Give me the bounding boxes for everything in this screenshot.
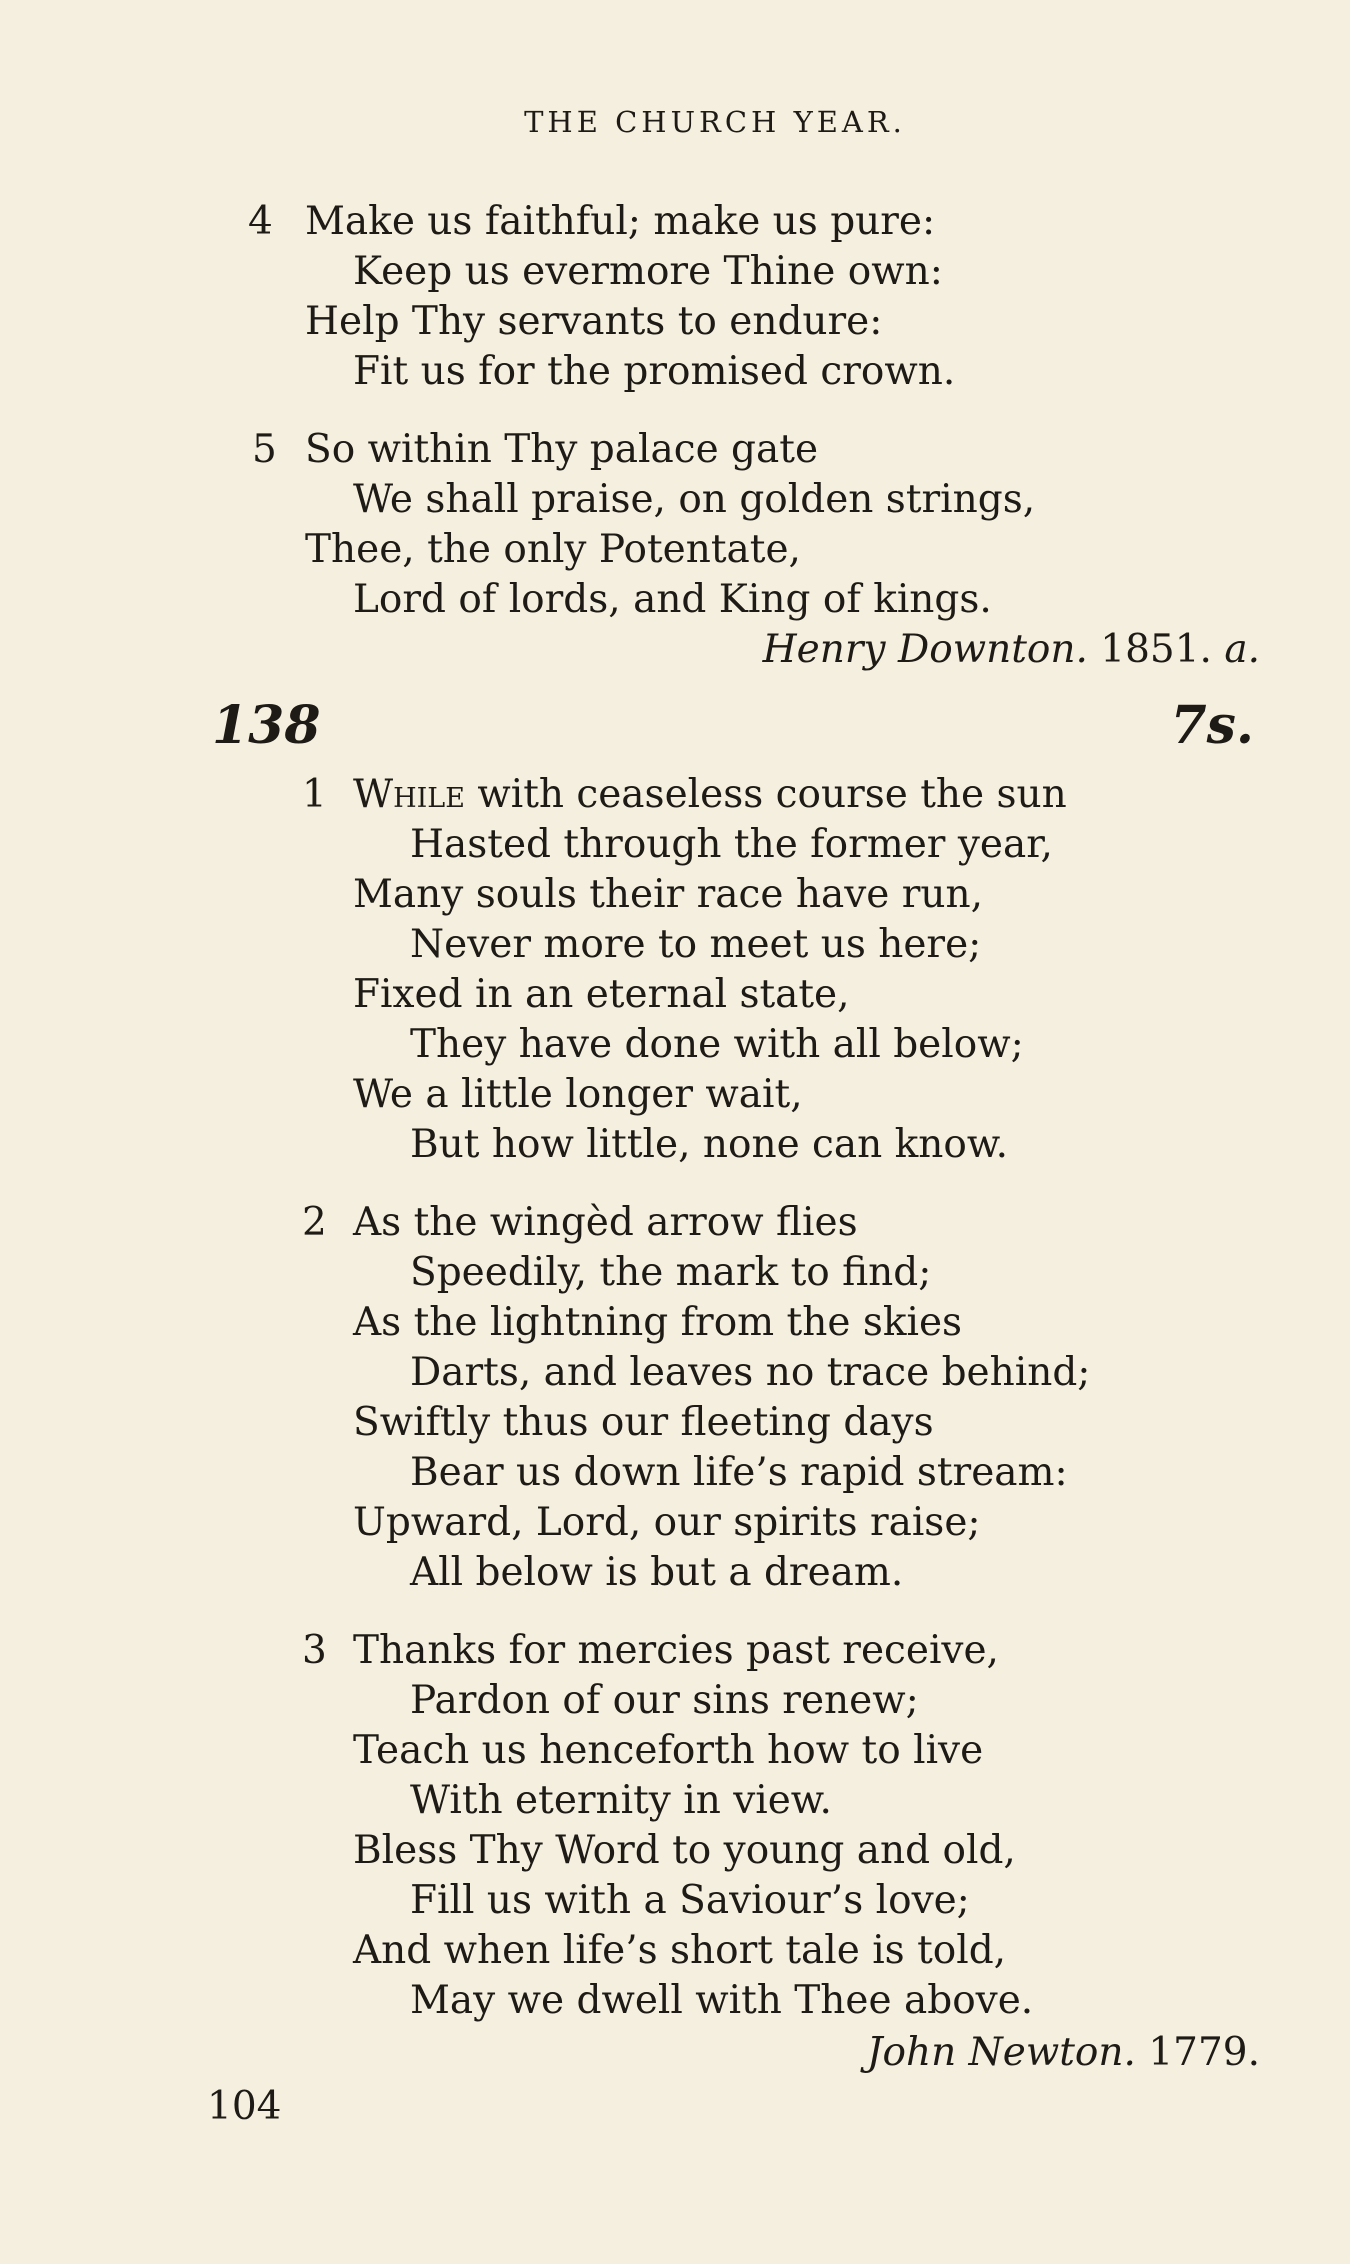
- verse-line: Speedily, the mark to find;: [410, 1250, 932, 1295]
- stanza-number: 1: [302, 772, 327, 817]
- verse-line: Never more to meet us here;: [410, 922, 982, 967]
- stanza-number: 5: [252, 427, 277, 472]
- verse-line: Upward, Lord, our spirits raise;: [353, 1500, 981, 1545]
- verse-line: Fill us with a Saviour’s love;: [410, 1878, 970, 1923]
- verse-line: We a little longer wait,: [353, 1072, 803, 1117]
- stanza-number: 2: [302, 1200, 327, 1245]
- verse-line: Fit us for the promised crown.: [353, 349, 956, 394]
- verse-line: Teach us henceforth how to live: [353, 1728, 984, 1773]
- verse-line: As the lightning from the skies: [353, 1300, 963, 1345]
- attribution: [867, 2028, 1260, 2078]
- verse-line: Help Thy servants to endure:: [305, 299, 883, 344]
- verse-line: Fixed in an eternal state,: [353, 972, 850, 1017]
- verse-line: Bear us down life’s rapid stream:: [410, 1450, 1068, 1495]
- attribution-note: a.: [1224, 627, 1260, 672]
- hymn-number: 138: [212, 695, 321, 756]
- attribution-prev: [763, 625, 1260, 675]
- verse-line: [353, 770, 1067, 820]
- verse-line: All below is but a dream.: [410, 1550, 904, 1595]
- verse-line: But how little, none can know.: [410, 1122, 1009, 1167]
- verse-line: Lord of lords, and King of kings.: [353, 577, 992, 622]
- verse-line: Thanks for mercies past receive,: [353, 1628, 999, 1673]
- author-year: 1779.: [1148, 2030, 1260, 2075]
- stanza-number: 4: [248, 199, 273, 244]
- verse-line: They have done with all below;: [410, 1022, 1024, 1067]
- verse-line: Swiftly thus our fleeting days: [353, 1400, 934, 1445]
- verse-line: May we dwell with Thee above.: [410, 1978, 1034, 2023]
- hymn-meter: 7s.: [1170, 695, 1254, 756]
- verse-line: Many souls their race have run,: [353, 872, 983, 917]
- verse-line: Keep us evermore Thine own:: [353, 249, 943, 294]
- verse-line: As the wingèd arrow flies: [353, 1200, 858, 1245]
- verse-line: Thee, the only Potentate,: [305, 527, 801, 572]
- verse-line: Pardon of our sins renew;: [410, 1678, 919, 1723]
- verse-line: Make us faithful; make us pure:: [305, 199, 936, 244]
- verse-line: So within Thy palace gate: [305, 427, 819, 472]
- verse-line: And when life’s short tale is told,: [353, 1928, 1007, 1973]
- verse-line: Darts, and leaves no trace behind;: [410, 1350, 1091, 1395]
- page-number: 104: [207, 2084, 282, 2129]
- author-name: Henry Downton.: [762, 627, 1088, 672]
- first-line-rest: with ceaseless course the sun: [464, 772, 1067, 817]
- verse-line: Hasted through the former year,: [410, 822, 1053, 867]
- first-word: While: [353, 772, 465, 817]
- stanza-number: 3: [302, 1628, 327, 1673]
- author-name: John Newton.: [866, 2030, 1136, 2075]
- verse-line: We shall praise, on golden strings,: [353, 477, 1036, 522]
- verse-line: Bless Thy Word to young and old,: [353, 1828, 1016, 1873]
- author-year: 1851.: [1100, 627, 1212, 672]
- verse-line: With eternity in view.: [410, 1778, 832, 1823]
- running-head: THE CHURCH YEAR.: [524, 105, 906, 139]
